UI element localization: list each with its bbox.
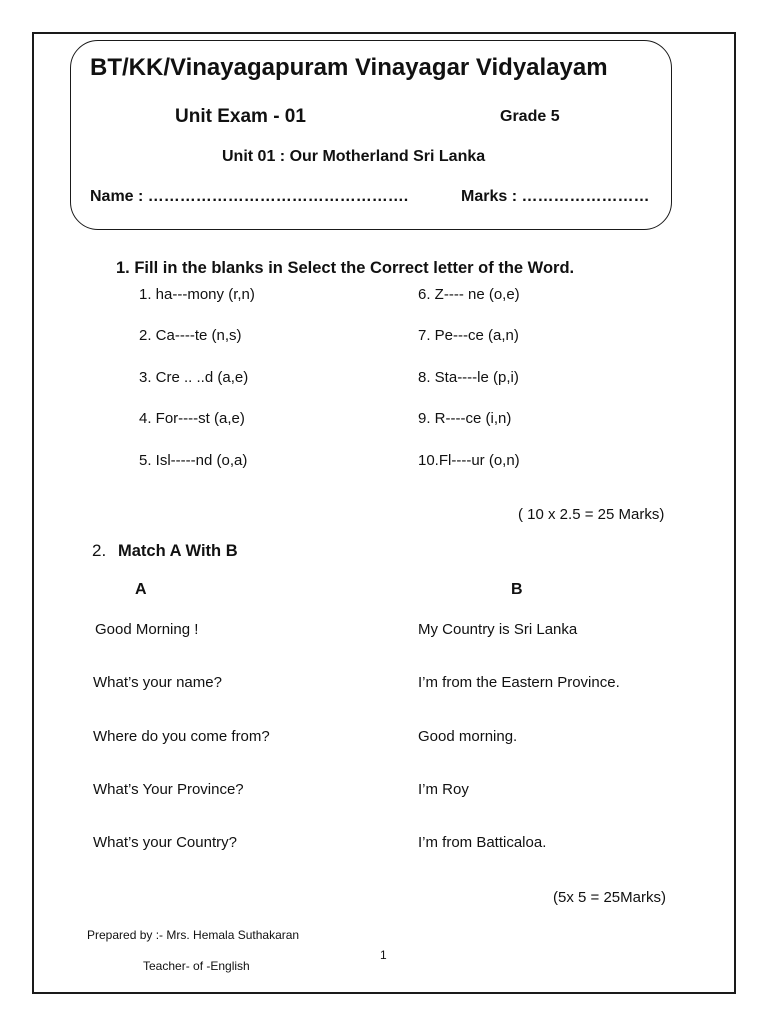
fill-item: 10.Fl----ur (o,n) [418, 452, 520, 469]
page-number: 1 [380, 948, 387, 962]
question-2-number: 2. [92, 541, 107, 560]
exam-title: Unit Exam - 01 [175, 106, 306, 127]
match-a-item: Where do you come from? [93, 728, 270, 745]
fill-item: 1. ha---mony (r,n) [139, 286, 255, 303]
fill-item: 6. Z---- ne (o,e) [418, 286, 520, 303]
fill-item: 2. Ca----te (n,s) [139, 327, 242, 344]
column-b-heading: B [511, 581, 523, 598]
unit-title: Unit 01 : Our Motherland Sri Lanka [222, 148, 486, 165]
match-a-item: What’s Your Province? [93, 781, 244, 798]
match-b-item: I’m from Batticaloa. [418, 834, 547, 851]
fill-item: 8. Sta----le (p,i) [418, 369, 519, 386]
fill-item: 9. R----ce (i,n) [418, 410, 512, 427]
column-a-heading: A [135, 581, 147, 598]
school-name: BT/KK/Vinayagapuram Vinayagar Vidyalayam [90, 54, 608, 81]
match-b-item: I’m from the Eastern Province. [418, 674, 620, 691]
match-b-item: My Country is Sri Lanka [418, 621, 578, 638]
fill-item: 3. Cre .. ..d (a,e) [139, 369, 249, 386]
match-a-item: Good Morning ! [95, 621, 199, 638]
name-field: Name : …………………………………………. [90, 188, 409, 205]
prepared-by: Prepared by :- Mrs. Hemala Suthakaran [87, 928, 300, 942]
question-2-title: Match A With B [118, 542, 238, 560]
question-1-marks: ( 10 x 2.5 = 25 Marks) [518, 506, 665, 523]
fill-item: 4. For----st (a,e) [139, 410, 245, 427]
match-a-item: What’s your Country? [93, 834, 237, 851]
grade-label: Grade 5 [500, 108, 560, 125]
marks-field: Marks : …………………… [461, 188, 650, 205]
fill-item: 7. Pe---ce (a,n) [418, 327, 519, 344]
fill-item: 5. Isl-----nd (o,a) [139, 452, 248, 469]
match-b-item: I’m Roy [418, 781, 469, 798]
teacher-title: Teacher- of -English [143, 959, 250, 973]
question-2-marks: (5x 5 = 25Marks) [553, 889, 666, 906]
question-1-title: 1. Fill in the blanks in Select the Correct letter of the Word. [116, 259, 575, 277]
match-a-item: What’s your name? [93, 674, 222, 691]
match-b-item: Good morning. [418, 728, 518, 745]
